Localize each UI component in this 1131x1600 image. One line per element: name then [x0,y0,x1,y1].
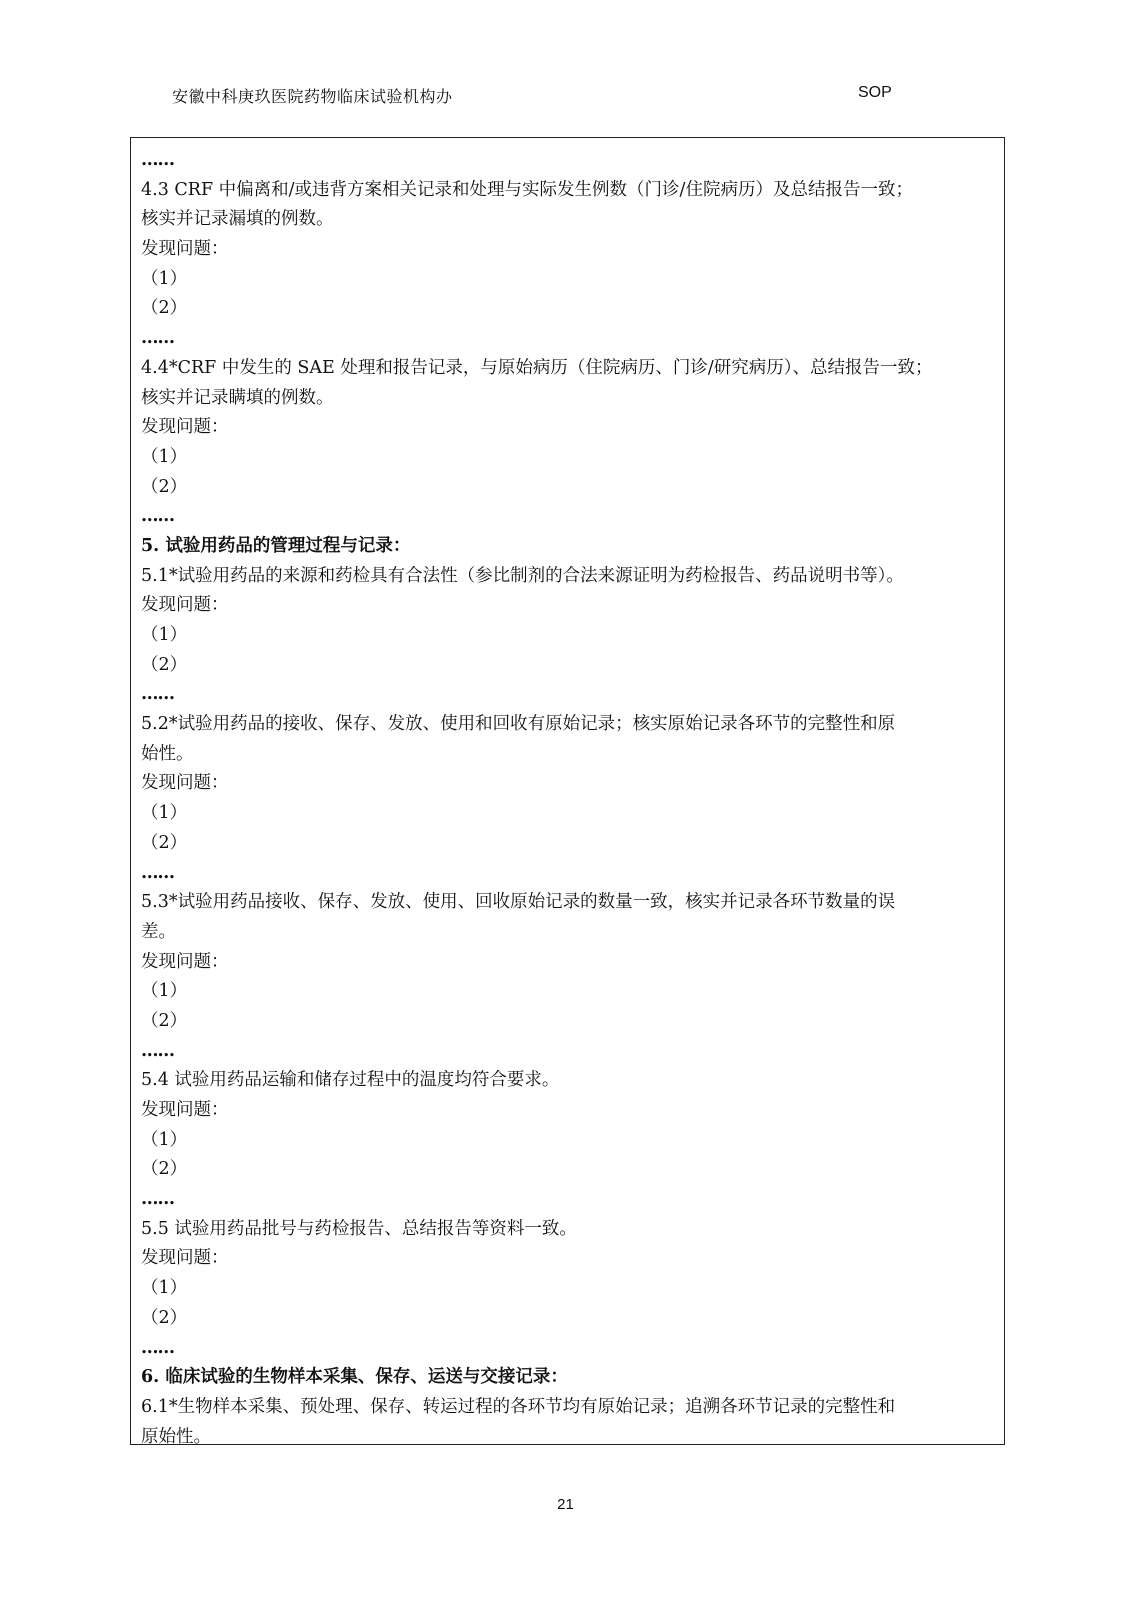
finding-1: （1） [141,981,188,1002]
finding-1: （1） [141,1278,188,1299]
finding-1: （1） [141,625,188,645]
item-5-1-line-1: 5.1*试验用药品的来源和药检具有合法性（参比制剂的合法来源证明为药检报告、药品说明书等）。 [141,565,904,586]
finding-2: （2） [141,1159,188,1180]
section-6-heading: 6. 临床试验的生物样本采集、保存、运送与交接记录： [141,1367,568,1388]
item-4-3-line-2: 核实并记录漏填的例数。 [141,209,334,230]
item-5-3-line-1: 5.3*试验用药品接收、保存、发放、使用、回收原始记录的数量一致，核实并记录各环节数量的误 [141,892,896,913]
header-doc-type: SOP [858,84,892,101]
item-6-1-line-1: 6.1*生物样本采集、预处理、保存、转运过程的各环节均有原始记录；追溯各环节记录的完整性和 [141,1396,896,1417]
finding-2: （2） [141,476,188,497]
finding-2: （2） [141,1307,188,1328]
findings-label: 发现问题： [141,773,229,794]
ellipsis-line: …… [141,1337,174,1358]
finding-1: （1） [141,1129,188,1150]
ellipsis-line: …… [141,328,174,349]
item-4-3-line-1: 4.3 CRF 中偏离和/或违背方案相关记录和处理与实际发生例数（门诊/住院病历）及总结报告一致； [141,179,913,200]
item-4-4-line-2: 核实并记录瞒填的例数。 [141,387,334,408]
item-6-1-line-2: 原始性。 [141,1426,211,1447]
section-5-heading: 5. 试验用药品的管理过程与记录： [141,535,411,556]
item-4-4-line-1: 4.4*CRF 中发生的 SAE 处理和报告记录，与原始病历（住院病历、门诊/研究病历）、总结报告一致； [141,357,933,378]
finding-2: （2） [141,1010,188,1031]
findings-label: 发现问题： [141,417,229,438]
item-5-3-line-2: 差。 [141,921,176,942]
finding-1: （1） [141,446,188,467]
finding-2: （2） [141,298,188,319]
ellipsis-line: …… [141,1040,174,1061]
findings-label: 发现问题： [141,595,229,616]
finding-1: （1） [141,268,188,289]
finding-2: （2） [141,832,188,853]
item-5-2-line-1: 5.2*试验用药品的接收、保存、发放、使用和回收有原始记录；核实原始记录各环节的完整性和原 [141,714,896,735]
ellipsis-line: …… [141,862,174,883]
findings-label: 发现问题： [141,1100,229,1120]
finding-2: （2） [141,654,188,675]
ellipsis-line: …… [141,150,174,170]
ellipsis-line: …… [141,684,174,705]
item-5-2-line-2: 始性。 [141,743,194,764]
findings-label: 发现问题： [141,239,229,260]
page-number: 21 [557,1496,574,1513]
findings-label: 发现问题： [141,1248,229,1269]
findings-label: 发现问题： [141,951,229,972]
content-box [130,137,1005,1445]
ellipsis-line: …… [141,506,174,527]
header-institution: 安徽中科庚玖医院药物临床试验机构办 [172,87,453,106]
item-5-5-line-1: 5.5 试验用药品批号与药检报告、总结报告等资料一致。 [141,1218,577,1239]
item-5-4-line-1: 5.4 试验用药品运输和储存过程中的温度均符合要求。 [141,1070,560,1091]
ellipsis-line: …… [141,1189,174,1210]
finding-1: （1） [141,803,188,824]
